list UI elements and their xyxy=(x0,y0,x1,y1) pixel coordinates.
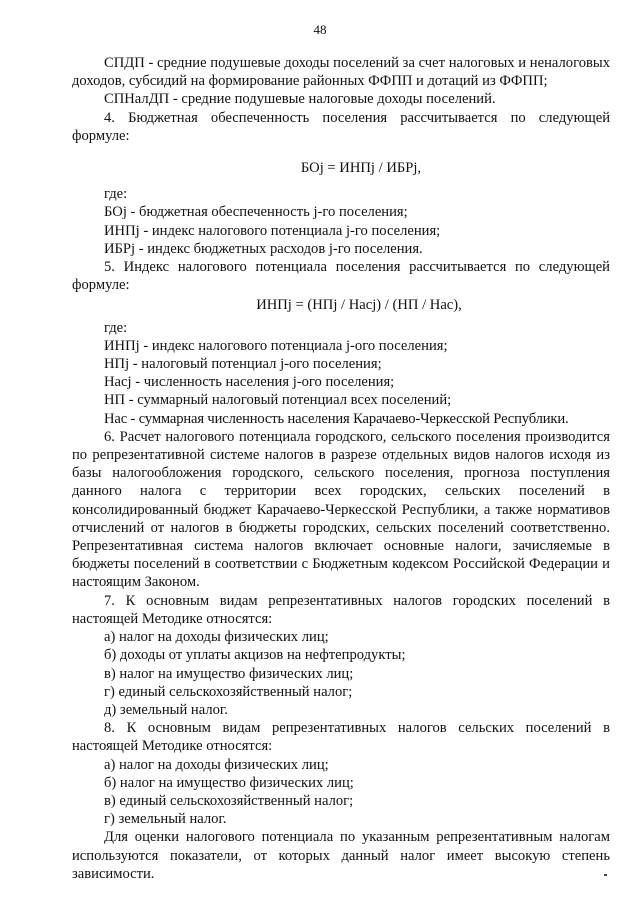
page-number: 48 xyxy=(313,22,327,37)
definition-npj: НПj - налоговый потенциал j-ого поселения; xyxy=(104,356,382,373)
list-item: г) земельный налог. xyxy=(104,811,227,828)
closing-paragraph: Для оценки налогового потенциала по указанным репрезентативным налогам используются показатели, от которых данный налог имеет высокую степень зависимости. xyxy=(72,829,610,882)
list-item: а) налог на доходы физических лиц; xyxy=(104,756,329,773)
list-item: д) земельный налог. xyxy=(104,701,228,718)
formula-tax-potential-index: ИНПj = (НПj / Насj) / (НП / Нас), xyxy=(256,297,462,314)
list-item: г) единый сельскохозяйственный налог; xyxy=(104,683,353,700)
definition-nas: Нас - суммарная численность населения Карачаево-Черкесской Республики. xyxy=(104,410,569,427)
where-label: где: xyxy=(104,186,128,203)
definition-spdp: СПДП - средние подушевые доходы поселений за счет налоговых и неналоговых доходов, субсидий на формирование районных ФФПП и дотаций из ФФПП; xyxy=(72,55,610,90)
clause-7: 7. К основным видам репрезентативных налогов городских поселений в настоящей Методике относятся: xyxy=(72,592,610,627)
list-item: б) налог на имущество физических лиц; xyxy=(104,774,354,791)
list-item: а) налог на доходы физических лиц; xyxy=(104,629,329,646)
definition-np: НП - суммарный налоговый потенциал всех поселений; xyxy=(104,392,452,409)
definition-ibrj: ИБРj - индекс бюджетных расходов j-го поселения. xyxy=(104,240,423,257)
list-item: б) доходы от уплаты акцизов на нефтепродукты; xyxy=(104,647,406,664)
definition-nasj: Насj - численность населения j-ого поселения; xyxy=(104,374,395,391)
document-body xyxy=(72,54,610,883)
definition-spnaldp: СПНалДП - средние подушевые налоговые доходы поселений. xyxy=(104,91,496,108)
definition-inpj: ИНПj - индекс налогового потенциала j-го поселения; xyxy=(104,222,441,239)
definition-inpj-2: ИНПj - индекс налогового потенциала j-ого поселения; xyxy=(104,337,448,354)
clause-6: 6. Расчет налогового потенциала городского, сельского поселения производится по репрезентативной системе налогов в разрезе отдельных видов налогов исходя из базы налогообложения городского, сельского поселения, прогноза поступления данного налога с территории всех городских, сельских поселений в консолидированный бюджет Карачаево-Черкесской Республики, а также нормативов отчислений от налогов в бюджеты городских, сельских поселений соответственно. Репрезентативная система налогов включает основные налоги, зачисляемые в бюджеты поселений в соответствии с Бюджетным кодексом Российской Федерации и настоящим Законом. xyxy=(72,428,610,591)
list-item: в) единый сельскохозяйственный налог; xyxy=(104,792,354,809)
clause-5: 5. Индекс налогового потенциала поселения рассчитывается по следующей формуле: xyxy=(72,259,610,294)
scan-speck xyxy=(604,874,607,876)
clause-4: 4. Бюджетная обеспеченность поселения рассчитывается по следующей формуле: xyxy=(72,109,610,144)
definition-boj: БОj - бюджетная обеспеченность j-го поселения; xyxy=(104,204,408,221)
list-item: в) налог на имущество физических лиц; xyxy=(104,665,354,682)
where-label-2: где: xyxy=(104,319,128,336)
formula-budget-provision: БОj = ИНПj / ИБРj, xyxy=(300,160,422,177)
clause-8: 8. К основным видам репрезентативных налогов сельских поселений в настоящей Методике относятся: xyxy=(72,720,610,755)
